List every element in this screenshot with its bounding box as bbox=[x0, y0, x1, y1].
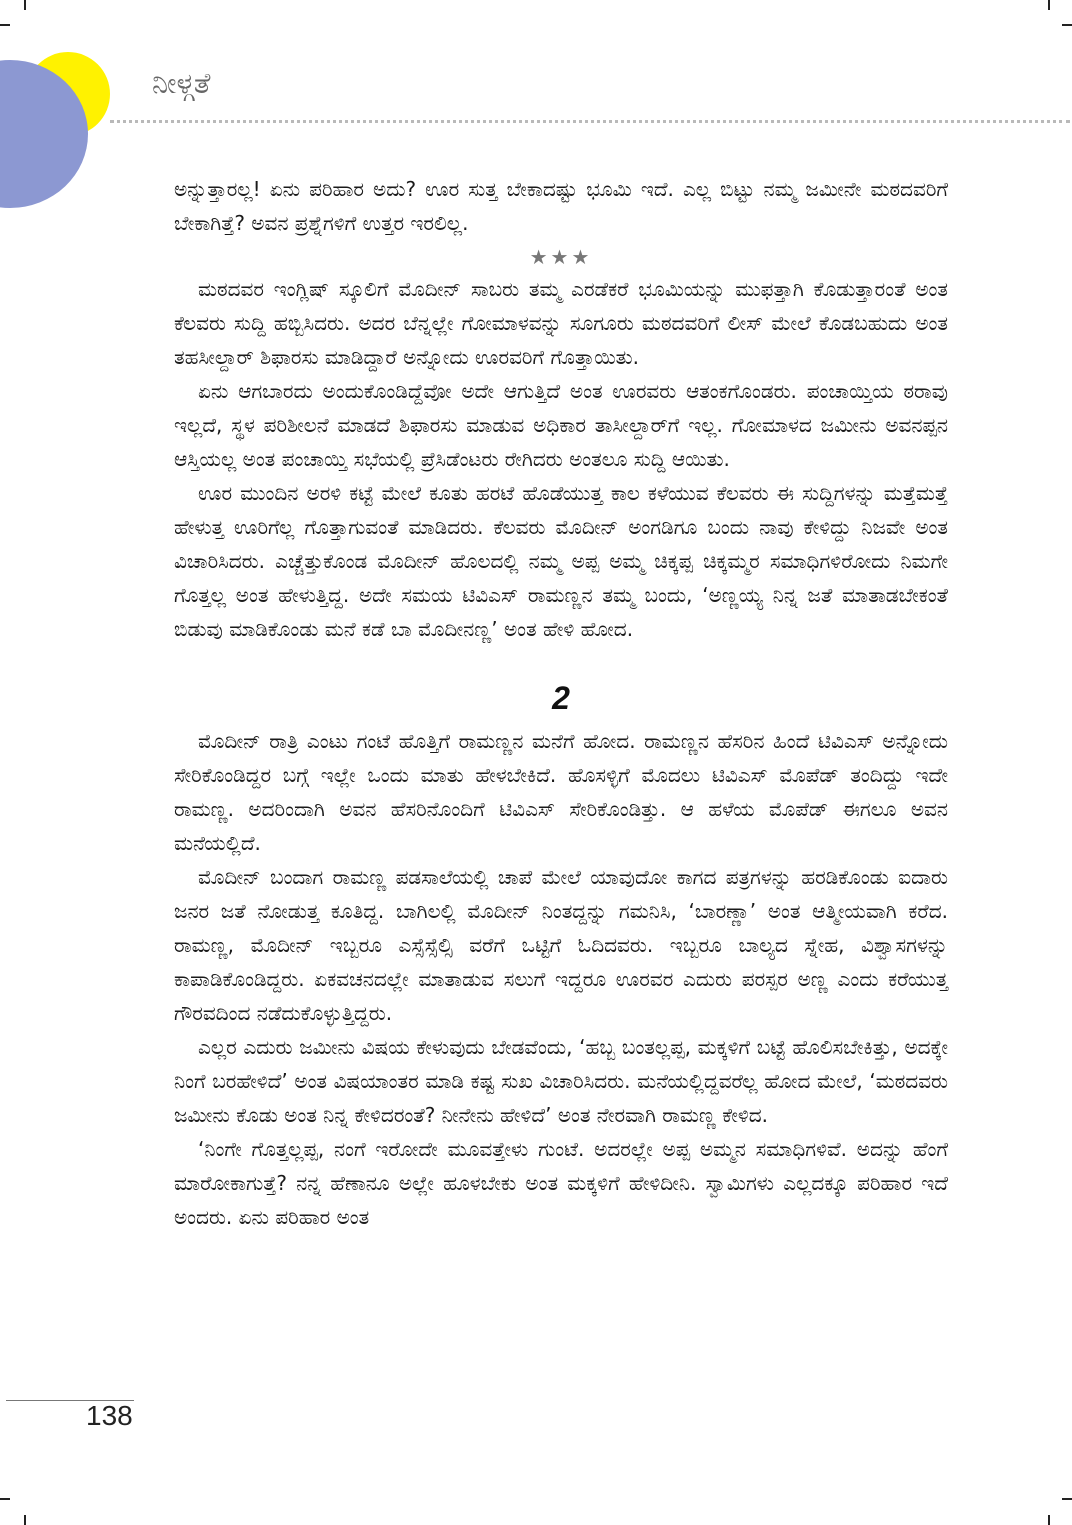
crop-mark bbox=[24, 1515, 26, 1525]
header-decoration bbox=[0, 0, 130, 210]
section-separator: ★★★ bbox=[529, 245, 593, 269]
paragraph: ‘ನಿಂಗೇ ಗೊತ್ತಲ್ಲಪ್ಪ, ನಂಗೆ ಇರೋದೇ ಮೂವತ್ತೇಳು ಗುಂಟೆ. ಅದರಲ್ಲೇ ಅಪ್ಪ ಅಮ್ಮನ ಸಮಾಧಿಗಳಿವೆ. ಅದನ್ನು ಹೆಂಗೆ ಮಾರೋಕಾಗುತ್ತೆ? ನನ್ನ ಹೆಣಾನೂ ಅಲ್ಲೇ ಹೂಳಬೇಕು ಅಂತ ಮಕ್ಕಳಿಗೆ ಹೇಳಿದೀನಿ. ಸ್ವಾಮಿಗಳು ಎಲ್ಲದಕ್ಕೂ ಪರಿಹಾರ ಇದೆ ಅಂದರು. ಏನು ಪರಿಹಾರ ಅಂತ bbox=[174, 1137, 948, 1229]
crop-mark bbox=[1048, 1515, 1050, 1525]
header-dotted-rule bbox=[110, 120, 1070, 123]
paragraph: ಮೊದೀನ್ ರಾತ್ರಿ ಎಂಟು ಗಂಟೆ ಹೊತ್ತಿಗೆ ರಾಮಣ್ಣನ ಮನೆಗೆ ಹೋದ. ರಾಮಣ್ಣನ ಹೆಸರಿನ ಹಿಂದೆ ಟಿವಿಎಸ್ ಅನ್ನೋದು ಸೇರಿಕೊಂಡಿದ್ದರ ಬಗ್ಗೆ ಇಲ್ಲೇ ಒಂದು ಮಾತು ಹೇಳಬೇಕಿದೆ. ಹೊಸಳ್ಳಿಗೆ ಮೊದಲು ಟಿವಿಎಸ್ ಮೊಪೆಡ್ ತಂದಿದ್ದು ಇದೇ ರಾಮಣ್ಣ. ಅದರಿಂದಾಗಿ ಅವನ ಹೆಸರಿನೊಂದಿಗೆ ಟಿವಿಎಸ್ ಸೇರಿಕೊಂಡಿತ್ತು. ಆ ಹಳೆಯ ಮೊಪೆಡ್ ಈಗಲೂ ಅವನ ಮನೆಯಲ್ಲಿದೆ. bbox=[174, 729, 948, 855]
crop-mark bbox=[1062, 24, 1072, 26]
paragraph: ಎಲ್ಲರ ಎದುರು ಜಮೀನು ವಿಷಯ ಕೇಳುವುದು ಬೇಡವೆಂದು, ‘ಹಬ್ಬ ಬಂತಲ್ಲಪ್ಪ, ಮಕ್ಕಳಿಗೆ ಬಟ್ಟೆ ಹೊಲಿಸಬೇಕಿತ್ತು, ಅದಕ್ಕೇ ನಿಂಗೆ ಬರಹೇಳಿದೆ’ ಅಂತ ವಿಷಯಾಂತರ ಮಾಡಿ ಕಷ್ಟ ಸುಖ ವಿಚಾರಿಸಿದರು. ಮನೆಯಲ್ಲಿದ್ದವರೆಲ್ಲ ಹೋದ ಮೇಲೆ, ‘ಮಠದವರು ಜಮೀನು ಕೊಡು ಅಂತ ನಿನ್ನ ಕೇಳಿದರಂತೆ? ನೀನೇನು ಹೇಳಿದೆ’ ಅಂತ ನೇರವಾಗಿ ರಾಮಣ್ಣ ಕೇಳಿದ. bbox=[174, 1035, 948, 1127]
page-number: 138 bbox=[86, 1400, 133, 1431]
paragraph: ಏನು ಆಗಬಾರದು ಅಂದುಕೊಂಡಿದ್ದೆವೋ ಅದೇ ಆಗುತ್ತಿದೆ ಅಂತ ಊರವರು ಆತಂಕಗೊಂಡರು. ಪಂಚಾಯ್ತಿಯ ಠರಾವು ಇಲ್ಲದೆ, ಸ್ಥಳ ಪರಿಶೀಲನೆ ಮಾಡದೆ ಶಿಫಾರಸು ಮಾಡುವ ಅಧಿಕಾರ ತಾಸೀಲ್ದಾರ್‌ಗೆ ಇಲ್ಲ. ಗೋಮಾಳದ ಜಮೀನು ಅವನಪ್ಪನ ಆಸ್ತಿಯಲ್ಲ ಅಂತ ಪಂಚಾಯ್ತಿ ಸಭೆಯಲ್ಲಿ ಪ್ರೆಸಿಡೆಂಟರು ರೇಗಿದರು ಅಂತಲೂ ಸುದ್ದಿ ಆಯಿತು. bbox=[174, 379, 948, 471]
crop-mark bbox=[0, 1498, 10, 1500]
paragraph: ಮೊದೀನ್ ಬಂದಾಗ ರಾಮಣ್ಣ ಪಡಸಾಲೆಯಲ್ಲಿ ಚಾಪೆ ಮೇಲೆ ಯಾವುದೋ ಕಾಗದ ಪತ್ರಗಳನ್ನು ಹರಡಿಕೊಂಡು ಐದಾರು ಜನರ ಜತೆ ನೋಡುತ್ತ ಕೂತಿದ್ದ. ಬಾಗಿಲಲ್ಲಿ ಮೊದೀನ್ ನಿಂತದ್ದನ್ನು ಗಮನಿಸಿ, ‘ಬಾರಣ್ಣಾ’ ಅಂತ ಆತ್ಮೀಯವಾಗಿ ಕರೆದ. ರಾಮಣ್ಣ, ಮೊದೀನ್ ಇಬ್ಬರೂ ಎಸ್ಸೆಸ್ಸೆಲ್ಸಿ ವರೆಗೆ ಒಟ್ಟಿಗೆ ಓದಿದವರು. ಇಬ್ಬರೂ ಬಾಲ್ಯದ ಸ್ನೇಹ, ವಿಶ್ವಾಸಗಳನ್ನು ಕಾಪಾಡಿಕೊಂಡಿದ್ದರು. ಏಕವಚನದಲ್ಲೇ ಮಾತಾಡುವ ಸಲುಗೆ ಇದ್ದರೂ ಊರವರ ಎದುರು ಪರಸ್ಪರ ಅಣ್ಣ ಎಂದು ಕರೆಯುತ್ತ ಗೌರವದಿಂದ ನಡೆದುಕೊಳ್ಳುತ್ತಿದ್ದರು. bbox=[174, 865, 948, 1025]
crop-mark bbox=[1062, 1498, 1072, 1500]
chapter-number: 2 bbox=[552, 680, 570, 716]
running-header-title: ನೀಳ್ಗತೆ bbox=[152, 66, 211, 100]
crop-mark bbox=[1048, 0, 1050, 10]
paragraph: ಊರ ಮುಂದಿನ ಅರಳಿ ಕಟ್ಟೆ ಮೇಲೆ ಕೂತು ಹರಟೆ ಹೊಡೆಯುತ್ತ ಕಾಲ ಕಳೆಯುವ ಕೆಲವರು ಈ ಸುದ್ದಿಗಳನ್ನು ಮತ್ತೆಮತ್ತೆ ಹೇಳುತ್ತ ಊರಿಗೆಲ್ಲ ಗೊತ್ತಾಗುವಂತೆ ಮಾಡಿದರು. ಕೆಲವರು ಮೊದೀನ್ ಅಂಗಡಿಗೂ ಬಂದು ನಾವು ಕೇಳಿದ್ದು ನಿಜವೇ ಅಂತ ವಿಚಾರಿಸಿದರು. ಎಚ್ಚೆತ್ತುಕೊಂಡ ಮೊದೀನ್ ಹೊಲದಲ್ಲಿ ನಮ್ಮ ಅಪ್ಪ ಅಮ್ಮ ಚಿಕ್ಕಪ್ಪ ಚಿಕ್ಕಮ್ಮರ ಸಮಾಧಿಗಳಿರೋದು ನಿಮಗೇ ಗೊತ್ತಲ್ಲ ಅಂತ ಹೇಳುತ್ತಿದ್ದ. ಅದೇ ಸಮಯ ಟಿವಿಎಸ್ ರಾಮಣ್ಣನ ತಮ್ಮ ಬಂದು, ‘ಅಣ್ಣಯ್ಯ ನಿನ್ನ ಜತೆ ಮಾತಾಡಬೇಕಂತೆ ಬಿಡುವು ಮಾಡಿಕೊಂಡು ಮನೆ ಕಡೆ ಬಾ ಮೊದೀನಣ್ಣ’ ಅಂತ ಹೇಳಿ ಹೋದ. bbox=[174, 481, 948, 641]
paragraph: ಮಠದವರ ಇಂಗ್ಲಿಷ್ ಸ್ಕೂಲಿಗೆ ಮೊದೀನ್ ಸಾಬರು ತಮ್ಮ ಎರಡೆಕರೆ ಭೂಮಿಯನ್ನು ಮುಫತ್ತಾಗಿ ಕೊಡುತ್ತಾರಂತೆ ಅಂತ ಕೆಲವರು ಸುದ್ದಿ ಹಬ್ಬಿಸಿದರು. ಅದರ ಬೆನ್ನಲ್ಲೇ ಗೋಮಾಳವನ್ನು ಸೂಗೂರು ಮಠದವರಿಗೆ ಲೀಸ್ ಮೇಲೆ ಕೊಡಬಹುದು ಅಂತ ತಹಸೀಲ್ದಾರ್ ಶಿಫಾರಸು ಮಾಡಿದ್ದಾರೆ ಅನ್ನೋದು ಊರವರಿಗೆ ಗೊತ್ತಾಯಿತು. bbox=[174, 277, 948, 369]
paragraph: ಅನ್ನುತ್ತಾರಲ್ಲ! ಏನು ಪರಿಹಾರ ಅದು? ಊರ ಸುತ್ತ ಬೇಕಾದಷ್ಟು ಭೂಮಿ ಇದೆ. ಎಲ್ಲ ಬಿಟ್ಟು ನಮ್ಮ ಜಮೀನೇ ಮಠದವರಿಗೆ ಬೇಕಾಗಿತ್ತೆ? ಅವನ ಪ್ರಶ್ನೆಗಳಿಗೆ ಉತ್ತರ ಇರಲಿಲ್ಲ. bbox=[174, 177, 948, 235]
page-body bbox=[174, 172, 948, 1234]
